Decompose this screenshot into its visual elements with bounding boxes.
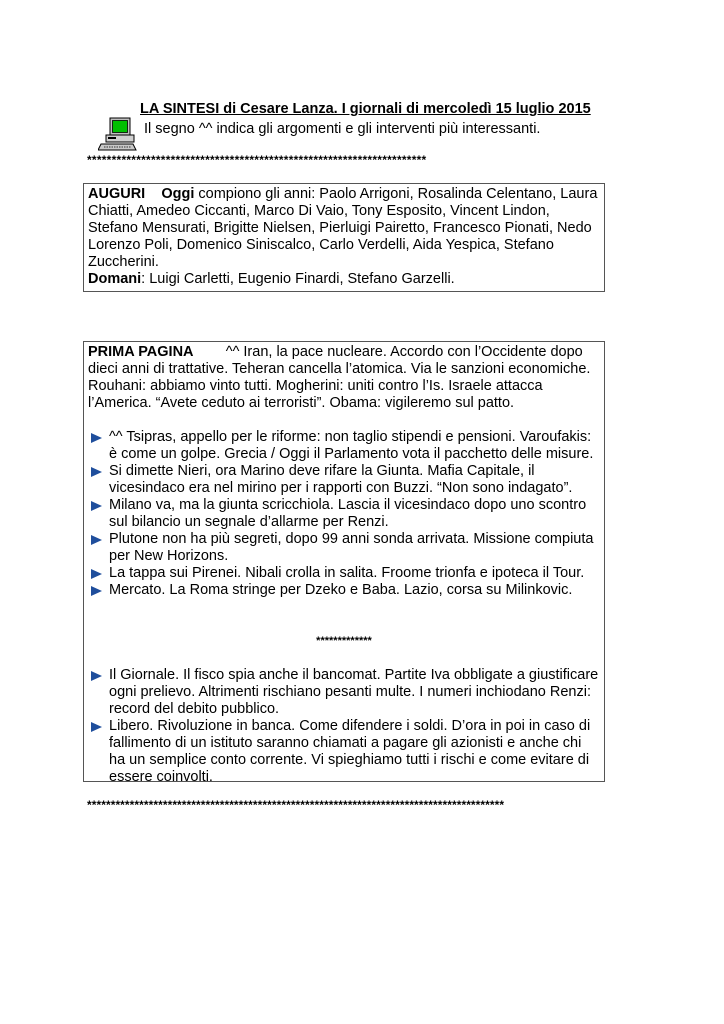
list-item bbox=[88, 667, 600, 718]
list-item bbox=[88, 582, 600, 599]
domani-paragraph bbox=[88, 271, 600, 288]
bullet-list bbox=[88, 429, 600, 599]
page-title: LA SINTESI di Cesare Lanza. I giornali di mercoledì 15 luglio 2015 bbox=[140, 101, 591, 117]
bullet-triangle-icon bbox=[91, 722, 102, 732]
bullet-triangle-icon bbox=[91, 501, 102, 511]
bullet-triangle-icon bbox=[91, 433, 102, 443]
list-item-text: Libero. Rivoluzione in banca. Come difendere i soldi. D’ora in poi in caso di fallimento di un istituto saranno chiamati a pagare gli azionisti e anche chi ha un semplice conto corrente. Vi spieghiamo tutti i rischi e come evitare di essere coinvolti. bbox=[109, 718, 591, 785]
page-subtitle: Il segno ^^ indica gli argomenti e gli interventi più interessanti. bbox=[144, 121, 541, 137]
list-item bbox=[88, 429, 600, 463]
list-item bbox=[88, 463, 600, 497]
computer-icon bbox=[98, 116, 138, 152]
list-item-text: Milano va, ma la giunta scricchiola. Lascia il vicesindaco dopo uno scontro sul bilancio un segnale d’allarme per Renzi. bbox=[109, 497, 587, 530]
list-item bbox=[88, 497, 600, 531]
auguri-box bbox=[83, 183, 605, 292]
list-item-text: Mercato. La Roma stringe per Dzeko e Baba. Lazio, corsa su Milinkovic. bbox=[109, 582, 573, 598]
list-item bbox=[88, 718, 600, 786]
separator-mid: ************* bbox=[316, 635, 372, 647]
auguri-heading: AUGURI bbox=[88, 186, 146, 202]
list-item-text: La tappa sui Pirenei. Nibali crolla in salita. Froome trionfa e ipoteca il Tour. bbox=[109, 565, 585, 581]
list-item-text: Plutone non ha più segreti, dopo 99 anni sonda arrivata. Missione compiuta per New Horizons. bbox=[109, 531, 594, 564]
prima-pagina-heading: PRIMA PAGINA bbox=[88, 344, 194, 360]
bullet-triangle-icon bbox=[91, 467, 102, 477]
auguri-paragraph bbox=[88, 186, 600, 271]
prima-pagina-box bbox=[83, 341, 605, 785]
prima-pagina-lead bbox=[88, 344, 600, 412]
oggi-label: Oggi bbox=[161, 186, 195, 202]
list-item bbox=[88, 565, 600, 582]
bullet-triangle-icon bbox=[91, 671, 102, 681]
domani-label: Domani bbox=[88, 271, 142, 287]
list-item-text: Il Giornale. Il fisco spia anche il bancomat. Partite Iva obbligate a giustificare ogni prelievo. Altrimenti rischiano pesanti multe. I numeri inchiodano Renzi: record del debito pubblico. bbox=[109, 667, 599, 717]
list-item bbox=[88, 531, 600, 565]
domani-text: : Luigi Carletti, Eugenio Finardi, Stefano Garzelli. bbox=[141, 271, 455, 287]
bullet-triangle-icon bbox=[91, 535, 102, 545]
lead-text: ^^ Iran, la pace nucleare. Accordo con l’Occidente dopo dieci anni di trattative. Teheran cancella l’atomica. Via le sanzioni economiche. Rouhani: abbiamo vinto tutti. Mogherini: uniti contro l’Is. Israele attacca l’America. “Avete ceduto ai terroristi”. Obama: vigileremo sul patto. bbox=[88, 344, 591, 411]
list-item-text: Si dimette Nieri, ora Marino deve rifare la Giunta. Mafia Capitale, il vicesindaco era nel mirino per i rapporti con Buzzi. “Non sono indagato”. bbox=[109, 463, 573, 496]
bullet-triangle-icon bbox=[91, 569, 102, 579]
separator-bottom: **************************************************************************************** bbox=[87, 798, 505, 812]
separator-top: ********************************************************************* bbox=[87, 153, 427, 167]
list-item-text: ^^ Tsipras, appello per le riforme: non taglio stipendi e pensioni. Varoufakis: è come un golpe. Grecia / Oggi il Parlamento vota il pacchetto delle misure. bbox=[109, 429, 594, 462]
oggi-text: compiono gli anni: Paolo Arrigoni, Rosalinda Celentano, Laura Chiatti, Amedeo Ciccanti, Marco Di Vaio, Tony Esposito, Vincent Lindon, Stefano Mensurati, Brigitte Nielsen, Pierluigi Pairetto, Francesco Pionati, Nedo Lorenzo Poli, Domenico Siniscalco, Carlo Verdelli, Aida Yespica, Stefano Zuccherini. bbox=[88, 186, 598, 270]
bullet-list-2 bbox=[88, 667, 600, 786]
bullet-triangle-icon bbox=[91, 586, 102, 596]
